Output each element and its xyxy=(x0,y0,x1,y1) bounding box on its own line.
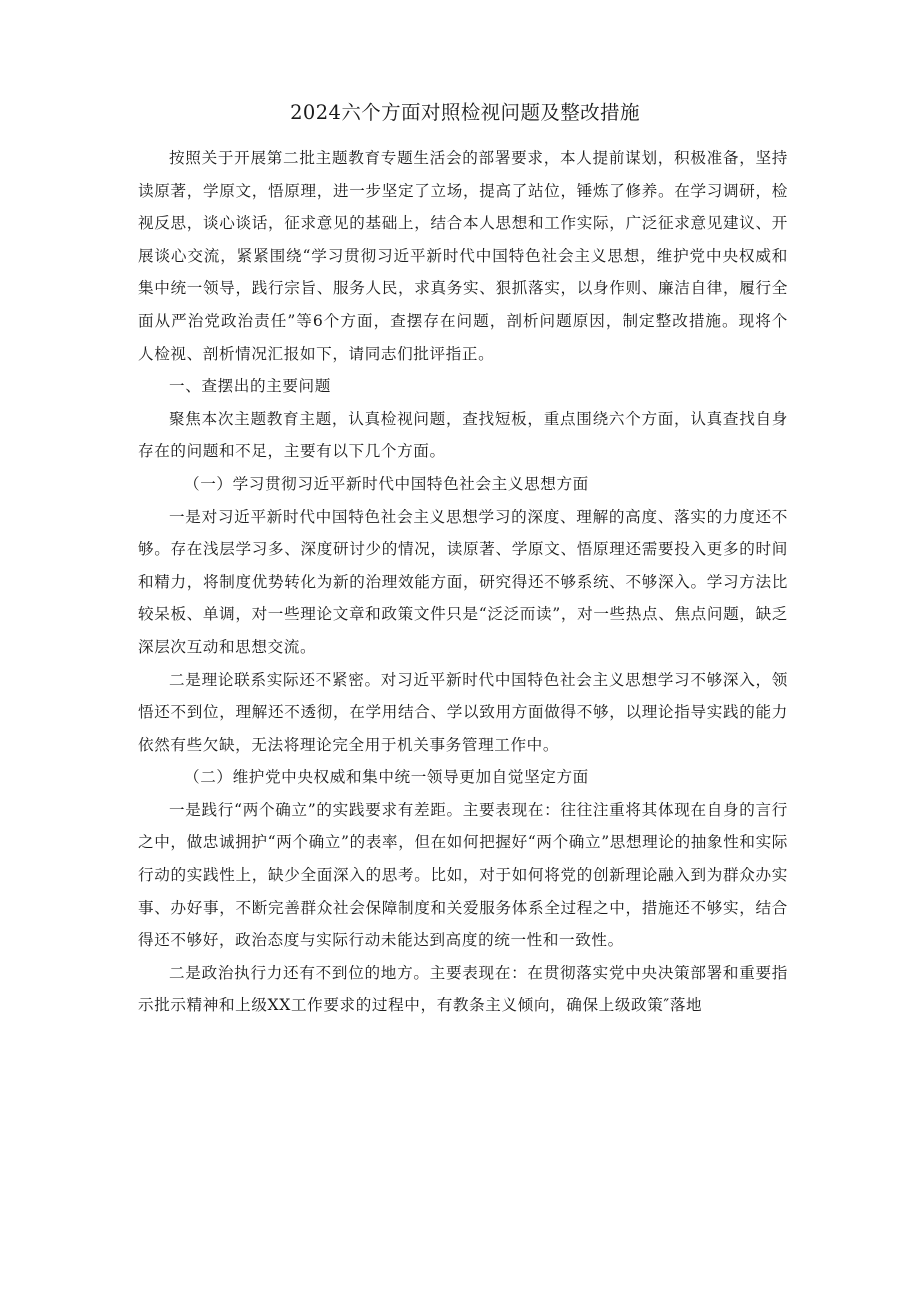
body-paragraph: 一是对习近平新时代中国特色社会主义思想学习的深度、理解的高度、落实的力度还不够。存在浅层学习多、深度研讨少的情况，读原著、学原文、悟原理还需要投入更多的时间和精力，将制度优势转化为新的治理效能方面，研究得还不够系统、不够深入。学习方法比较呆板、单调，对一些理论文章和政策文件只是“泛泛而读”，对一些热点、焦点问题，缺乏深层次互动和思想交流。 xyxy=(138,507,788,656)
subsection-heading-2: （二）维护党中央权威和集中统一领导更加自觉坚定方面 xyxy=(184,768,589,787)
document-page xyxy=(138,98,788,1022)
section-intro-paragraph: 聚焦本次主题教育主题，认真检视问题，查找短板，重点围绕六个方面，认真查找自身存在的问题和不足，主要有以下几个方面。 xyxy=(138,409,788,461)
section-heading-1: 一、查摆出的主要问题 xyxy=(169,377,331,396)
subsection-heading-1: （一）学习贯彻习近平新时代中国特色社会主义思想方面 xyxy=(184,474,589,493)
document-title: 2024六个方面对照检视问题及整改措施 xyxy=(290,101,640,124)
body-paragraph: 二是理论联系实际还不紧密。对习近平新时代中国特色社会主义思想学习不够深入，领悟还不到位，理解还不透彻，在学用结合、学以致用方面做得不够，以理论指导实践的能力依然有些欠缺，无法将理论完全用于机关事务管理工作中。 xyxy=(138,670,788,754)
body-paragraph: 二是政治执行力还有不到位的地方。主要表现在：在贯彻落实党中央决策部署和重要指示批示精神和上级XX工作要求的过程中，有教条主义倾向，确保上级政策″落地 xyxy=(138,963,788,1015)
body-paragraph: 一是践行“两个确立”的实践要求有差距。主要表现在：往往注重将其体现在自身的言行之中，做忠诚拥护“两个确立”的表率，但在如何把握好“两个确立”思想理论的抽象性和实际行动的实践性上，缺少全面深入的思考。比如，对于如何将党的创新理论融入到为群众办实事、办好事，不断完善群众社会保障制度和关爱服务体系全过程之中，措施还不够实，结合得还不够好，政治态度与实际行动未能达到高度的统一性和一致性。 xyxy=(138,800,788,950)
intro-paragraph: 按照关于开展第二批主题教育专题生活会的部署要求，本人提前谋划，积极准备，坚持读原著，学原文，悟原理，进一步坚定了立场，提高了站位，锤炼了修养。在学习调研，检视反思，谈心谈话，征求意见的基础上，结合本人思想和工作实际，广泛征求意见建议、开展谈心交流，紧紧围绕“学习贯彻习近平新时代中国特色社会主义思想，维护党中央权威和集中统一领导，践行宗旨、服务人民，求真务实、狠抓落实，以身作则、廉洁自律，履行全面从严治党政治责任”等6个方面，查摆存在问题，剖析问题原因，制定整改措施。现将个人检视、剖析情况汇报如下，请同志们批评指正。 xyxy=(138,149,788,363)
